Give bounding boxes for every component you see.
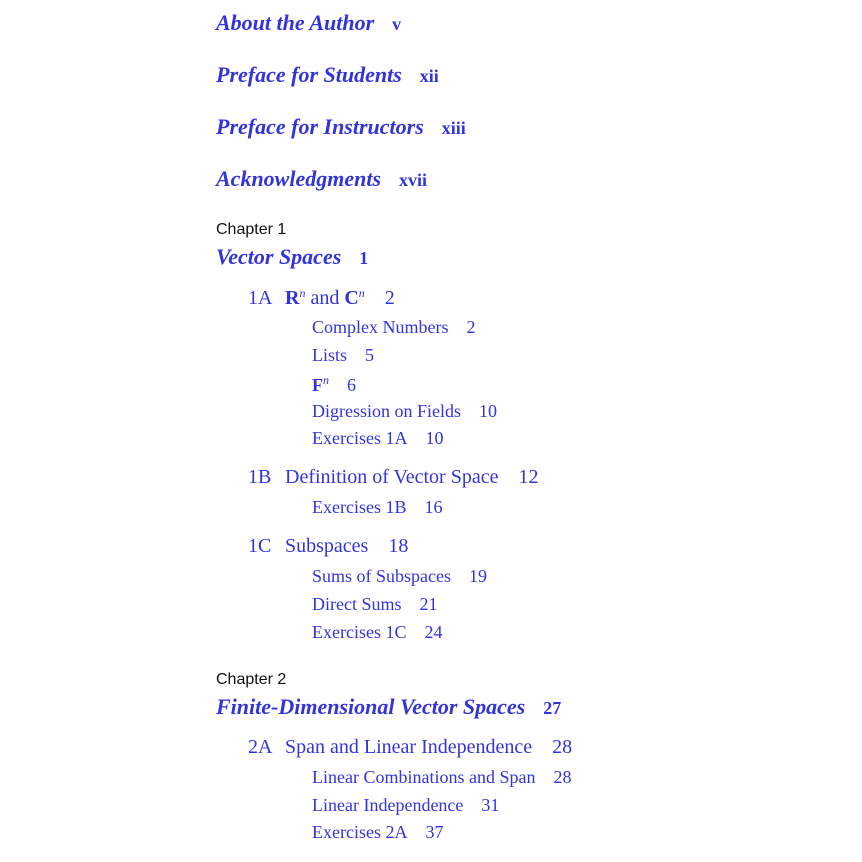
- section-title: Span and Linear Independence: [285, 736, 533, 758]
- entry-page: xiii: [441, 118, 466, 138]
- toc-entry-chapter-2[interactable]: [216, 694, 561, 720]
- section-page: 18: [388, 535, 409, 557]
- subsection-page: 24: [424, 622, 443, 642]
- subsection-title: Exercises 1C: [312, 622, 407, 642]
- subsection-title: Exercises 2A: [312, 822, 408, 842]
- section-title: $R^n$ and $C^n$: [285, 286, 365, 309]
- chapter-label: Chapter 2: [216, 671, 287, 688]
- entry-title: Acknowledgments: [216, 166, 382, 191]
- section-title: Definition of Vector Space: [285, 466, 499, 488]
- entry-page: xvii: [399, 170, 428, 190]
- toc-entry-exercises-2a[interactable]: [312, 822, 443, 843]
- subsection-title: Linear Combinations and Span: [312, 767, 536, 787]
- subsection-page: 31: [481, 795, 500, 815]
- toc-entry-exercises-1c[interactable]: [312, 622, 442, 643]
- section-code: 1C: [248, 535, 272, 557]
- section-code: 2A: [248, 736, 273, 758]
- toc-entry-exercises-1b[interactable]: [312, 497, 442, 518]
- toc-entry-section-1a[interactable]: [248, 286, 395, 310]
- entry-page: xii: [419, 66, 439, 86]
- toc-entry-complex-numbers[interactable]: [312, 317, 476, 338]
- subsection-title: Lists: [312, 345, 348, 365]
- toc-entry-digression-fields[interactable]: [312, 401, 497, 422]
- entry-page: v: [392, 14, 402, 34]
- toc-entry-linear-independence[interactable]: [312, 795, 499, 816]
- subsection-page: 19: [469, 566, 487, 586]
- subsection-page: 10: [479, 401, 498, 421]
- entry-title: Preface for Students: [216, 62, 402, 87]
- toc-entry-about-author[interactable]: [216, 10, 401, 36]
- subsection-title: Sums of Subspaces: [312, 566, 451, 586]
- subsection-title: Digression on Fields: [312, 401, 462, 421]
- subsection-title: Exercises 1B: [312, 497, 407, 517]
- chapter-page: 1: [359, 248, 369, 268]
- subsection-page: 2: [466, 317, 476, 337]
- chapter-label: Chapter 1: [216, 221, 287, 238]
- subsection-title: $F^n$: [312, 373, 329, 395]
- subsection-title: Linear Independence: [312, 795, 464, 815]
- section-page: 12: [518, 466, 539, 488]
- toc-entry-section-1c[interactable]: [248, 535, 408, 558]
- subsection-title: Complex Numbers: [312, 317, 449, 337]
- toc-entry-fn[interactable]: [312, 373, 356, 396]
- subsection-title: Direct Sums: [312, 594, 402, 614]
- toc-entry-preface-instructors[interactable]: [216, 114, 466, 140]
- subsection-page: 37: [425, 822, 444, 842]
- subsection-title: Exercises 1A: [312, 428, 408, 448]
- toc-entry-acknowledgments[interactable]: [216, 166, 427, 192]
- section-code: 1A: [248, 287, 273, 309]
- toc-entry-preface-students[interactable]: [216, 62, 439, 88]
- toc-entry-chapter-1[interactable]: [216, 244, 368, 270]
- section-title: Subspaces: [285, 535, 369, 557]
- subsection-page: 5: [365, 345, 375, 365]
- toc-entry-section-2a[interactable]: [248, 736, 572, 759]
- chapter-page: 27: [543, 698, 562, 718]
- toc-entry-section-1b[interactable]: [248, 466, 538, 489]
- toc-entry-sums-subspaces[interactable]: [312, 566, 487, 587]
- toc-entry-exercises-1a[interactable]: [312, 428, 443, 449]
- chapter-title: Finite-Dimensional Vector Spaces: [216, 694, 526, 719]
- toc-entry-lists[interactable]: [312, 345, 374, 366]
- subsection-page: 6: [347, 375, 356, 395]
- toc-entry-linear-combinations[interactable]: [312, 767, 571, 788]
- subsection-page: 10: [425, 428, 444, 448]
- entry-title: Preface for Instructors: [216, 114, 424, 139]
- subsection-page: 16: [424, 497, 443, 517]
- entry-title: About the Author: [216, 10, 375, 35]
- subsection-page: 28: [553, 767, 572, 787]
- toc-entry-direct-sums[interactable]: [312, 594, 438, 615]
- section-page: 28: [552, 736, 573, 758]
- section-page: 2: [384, 287, 395, 309]
- section-code: 1B: [248, 466, 272, 488]
- subsection-page: 21: [419, 594, 438, 614]
- chapter-title: Vector Spaces: [216, 244, 342, 269]
